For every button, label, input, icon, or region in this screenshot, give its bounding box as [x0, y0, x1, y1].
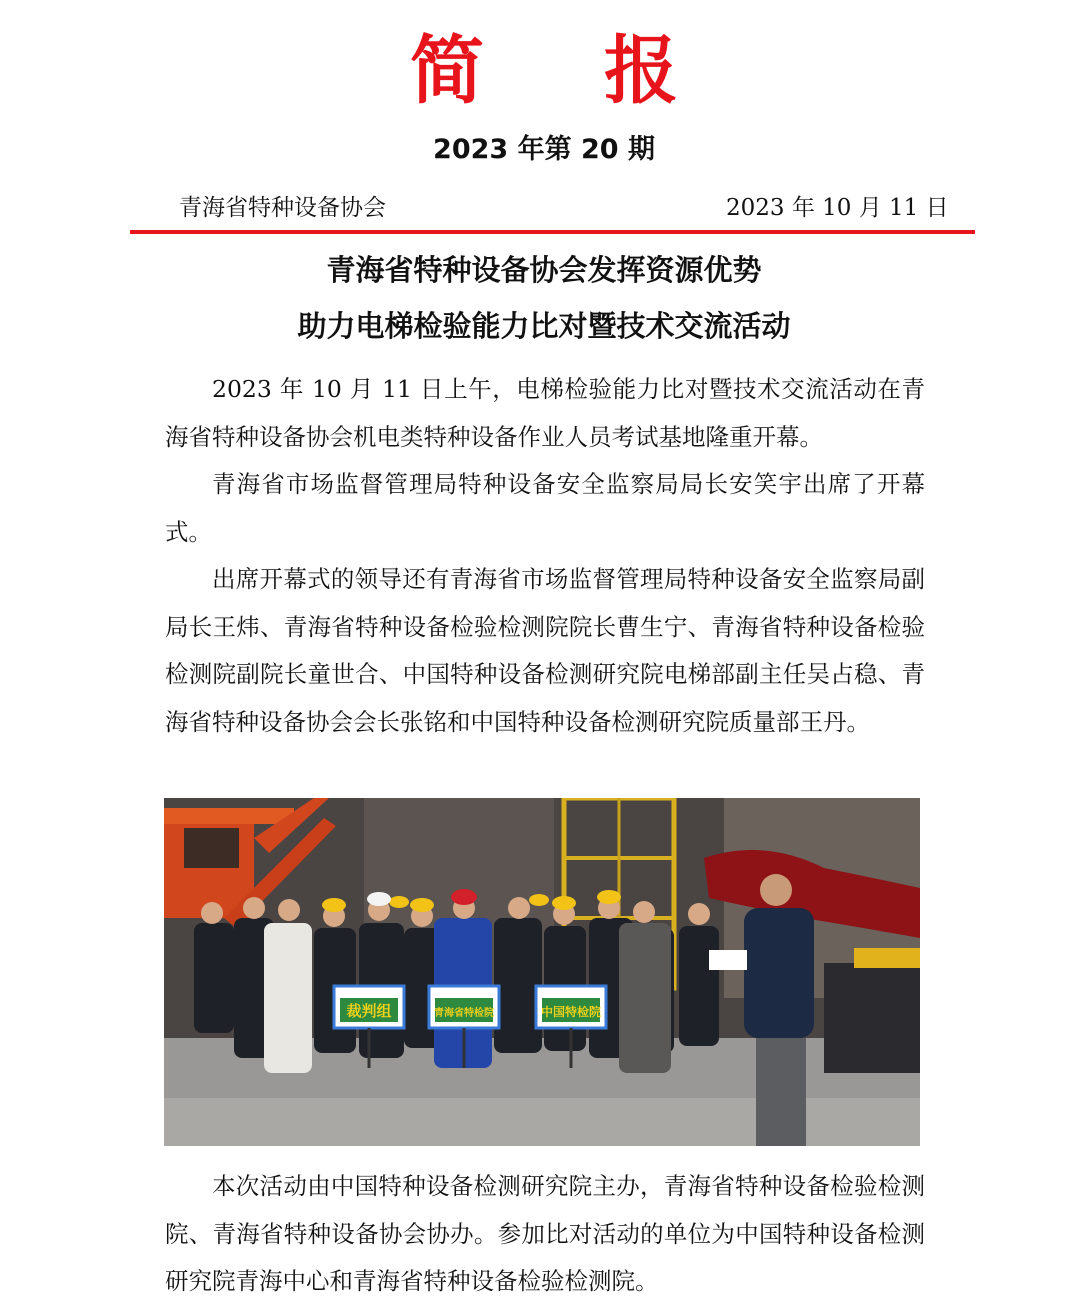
- article-paragraph-1: 2023 年 10 月 11 日上午，电梯检验能力比对暨技术交流活动在青海省特种设备协会机电类特种设备作业人员考试基地隆重开幕。: [165, 375, 925, 451]
- masthead-title: 简报: [410, 28, 798, 114]
- article-paragraph-4: 本次活动由中国特种设备检测研究院主办，青海省特种设备检验检测院、青海省特种设备协会协办。参加比对活动的单位为中国特种设备检测研究院青海中心和青海省特种设备检验检测院。: [165, 1172, 925, 1295]
- publish-date: 2023 年 10 月 11 日: [726, 195, 949, 221]
- masthead-divider: [130, 230, 975, 234]
- article-headline-line-1: 青海省特种设备协会发挥资源优势: [326, 253, 762, 287]
- article-paragraph-3: 出席开幕式的领导还有青海省市场监督管理局特种设备安全监察局副局长王炜、青海省特种设备检验检测院院长曹生宁、青海省特种设备检验检测院副院长童世合、中国特种设备检测研究院电梯部副主任吴占稳、青海省特种设备协会会长张铭和中国特种设备检测研究院质量部王丹。: [165, 565, 925, 736]
- sign-qinghai-inspection-institute: 青海省特检院: [434, 1008, 494, 1019]
- article-headline-line-2: 助力电梯检验能力比对暨技术交流活动: [297, 309, 791, 343]
- article-paragraph-2: 青海省市场监督管理局特种设备安全监察局局长安笑宇出席了开幕式。: [165, 470, 925, 546]
- publisher-name: 青海省特种设备协会: [179, 195, 386, 221]
- event-photo-illustration: [164, 798, 920, 1146]
- sign-china-inspection-institute: 中国特检院: [540, 1005, 602, 1019]
- sign-referee-group: 裁判组: [346, 1002, 392, 1020]
- event-photo: [164, 798, 920, 1146]
- issue-number: 2023 年第 20 期: [433, 134, 655, 165]
